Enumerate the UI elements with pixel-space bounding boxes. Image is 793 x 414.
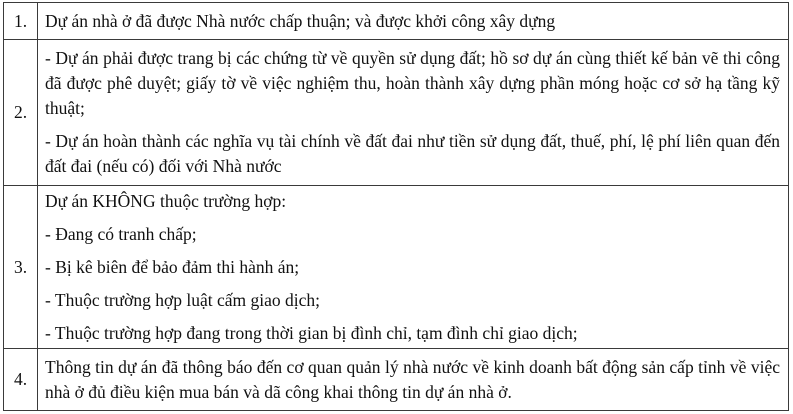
row-content	[38, 40, 789, 186]
table-row	[4, 40, 789, 186]
paragraph: - Dự án phải được trang bị các chứng từ về quyền sử dụng đất; hồ sơ dự án cùng thiết kế bản vẽ thi công đã được phê duyệt; giấy tờ về việc nghiệm thu, hoàn thành xây dựng phần móng hoặc cơ sở hạ tầng kỹ thuật;	[45, 48, 780, 118]
row-number: 4.	[4, 349, 38, 411]
table-row	[4, 186, 789, 349]
paragraph: Dự án KHÔNG thuộc trường hợp:	[45, 190, 287, 211]
table-row	[4, 3, 789, 40]
row-number: 2.	[4, 40, 38, 186]
conditions-table	[3, 2, 789, 411]
paragraph: - Thuộc trường hợp đang trong thời gian bị đình chỉ, tạm đình chỉ giao dịch;	[45, 322, 578, 343]
row-content	[38, 349, 789, 411]
row-number: 1.	[4, 3, 38, 40]
table-row	[4, 349, 789, 411]
row-number: 3.	[4, 186, 38, 349]
row-content	[38, 186, 789, 349]
paragraph: - Bị kê biên để bảo đảm thi hành án;	[45, 256, 300, 277]
row-content	[38, 3, 789, 40]
paragraph: - Đang có tranh chấp;	[45, 223, 197, 244]
paragraph: - Dự án hoàn thành các nghĩa vụ tài chính về đất đai như tiền sử dụng đất, thuế, phí, lệ phí liên quan đến đất đai (nếu có) đối với Nhà nước	[45, 131, 780, 176]
paragraph: - Thuộc trường hợp luật cấm giao dịch;	[45, 289, 321, 310]
paragraph: Dự án nhà ở đã được Nhà nước chấp thuận; và được khởi công xây dựng	[45, 10, 556, 31]
paragraph: Thông tin dự án đã thông báo đến cơ quan quản lý nhà nước về kinh doanh bất động sản cấp tỉnh về việc nhà ở đủ điều kiện mua bán và dã công khai thông tin dự án nhà ở.	[45, 356, 780, 402]
